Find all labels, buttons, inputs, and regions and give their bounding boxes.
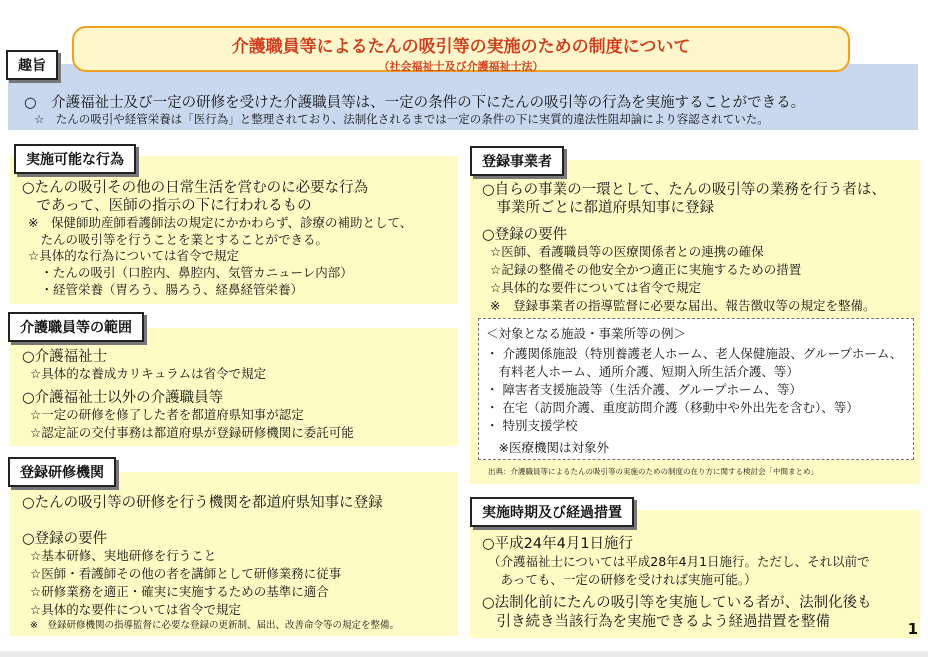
training-line: ○たんの吸引等の研修を行う機関を都道府県知事に登録 [22, 495, 383, 511]
purpose-line-1: ○ 介護福祉士及び一定の研修を受けた介護職員等は、一定の条件の下にたんの吸引等の行為を実施することができる。 [24, 95, 806, 111]
scope-line: ○介護福祉士以外の介護職員等 [22, 390, 224, 406]
practices-line: ・経管栄養（胃ろう、腸ろう、経鼻経管栄養） [28, 282, 304, 297]
practices-line: ○たんの吸引その他の日常生活を営むのに必要な行為 [22, 180, 369, 196]
examples-line: ・ 特別支援学校 [486, 418, 578, 433]
scope-label: 介護職員等の範囲 [8, 312, 144, 342]
timing-line: ○平成24年4月1日施行 [482, 536, 634, 552]
scope-line: ☆一定の研修を修了した者を都道府県知事が認定 [30, 407, 304, 422]
registered-line: ☆記録の整備その他安全かつ適正に実施するための措置 [490, 262, 802, 277]
registered-label: 登録事業者 [470, 146, 564, 176]
training-line: ☆医師・看護師その他の者を講師として研修業務に従事 [30, 566, 342, 581]
training-label: 登録研修機関 [8, 457, 116, 487]
timing-line: 引き続き当該行為を実施できるよう経過措置を整備 [482, 614, 830, 630]
examples-line: ＜対象となる施設・事業所等の例＞ [486, 326, 687, 341]
page-title: 介護職員等によるたんの吸引等の実施のための制度について [231, 37, 691, 57]
purpose-line-2: ☆ たんの吸引や経管栄養は「医行為」と整理されており、法制化されるまでは一定の条件の下に実質的違法性阻却論により容認されていた。 [34, 112, 769, 126]
timing-label: 実施時期及び経過措置 [470, 497, 634, 527]
registered-line: ※ 登録事業者の指導監督に必要な届出、報告徴収等の規定を整備。 [490, 298, 876, 313]
examples-line: ・ 介護関係施設（特別養護老人ホーム、老人保健施設、グループホーム、 [486, 346, 903, 361]
examples-line: 有料老人ホーム、通所介護、短期入所生活介護、等） [486, 364, 799, 379]
examples-line: ・ 在宅（訪問介護、重度訪問介護（移動中や外出先を含む）、等） [486, 400, 859, 415]
practices-line: ・たんの吸引（口腔内、鼻腔内、気管カニューレ内部） [28, 265, 353, 280]
timing-line: あっても、一定の研修を受ければ実施可能。） [488, 572, 757, 587]
timing-line: （介護福祉士については平成28年4月1日施行。ただし、それ以前で [488, 554, 870, 569]
timing-line: ○法制化前にたんの吸引等を実施している者が、法制化後も [482, 595, 872, 611]
training-line: ☆研修業務を適正・確実に実施するための基準に適合 [30, 584, 329, 599]
purpose-label: 趣旨 [6, 50, 58, 80]
source-note: 出典：介護職員等によるたんの吸引等の実施のための制度の在り方に関する検討会「中間まとめ」 [488, 467, 818, 476]
title-box [72, 26, 850, 72]
practices-line: たんの吸引等を行うことを業とすることができる。 [28, 232, 329, 247]
practices-line: であって、医師の指示の下に行われるもの [22, 198, 312, 214]
scope-line: ☆具体的な養成カリキュラムは省令で規定 [30, 366, 267, 381]
practices-label: 実施可能な行為 [14, 144, 136, 174]
practices-line: ※ 保健師助産師看護師法の規定にかかわらず、診療の補助として、 [28, 215, 413, 230]
page-number: 1 [907, 620, 918, 638]
registered-line: ○登録の要件 [482, 227, 568, 243]
scope-line: ○介護福祉士 [22, 349, 108, 365]
practices-line: ☆具体的な行為については省令で規定 [28, 248, 239, 263]
examples-line: ・ 障害者支援施設等（生活介護、グループホーム、等） [486, 382, 802, 397]
registered-line: 事業所ごとに都道府県知事に登録 [482, 200, 714, 216]
training-line: ※ 登録研修機関の指導監督に必要な登録の更新制、届出、改善命令等の規定を整備。 [30, 620, 399, 631]
training-line: ☆基本研修、実地研修を行うこと [30, 548, 217, 563]
training-line: ☆具体的な要件については省令で規定 [30, 602, 241, 617]
training-line: ○登録の要件 [22, 531, 108, 547]
page-subtitle: （社会福祉士及び介護福祉士法） [378, 60, 544, 73]
registered-line: ○自らの事業の一環として、たんの吸引等の業務を行う者は、 [482, 182, 886, 198]
registered-line: ☆具体的な要件については省令で規定 [490, 280, 701, 295]
scope-line: ☆認定証の交付事務は都道府県が登録研修機関に委託可能 [30, 425, 354, 440]
registered-line: ☆医師、看護職員等の医療関係者との連携の確保 [490, 244, 764, 259]
examples-line: ※医療機関は対象外 [486, 440, 609, 455]
bottom-divider [0, 651, 928, 657]
